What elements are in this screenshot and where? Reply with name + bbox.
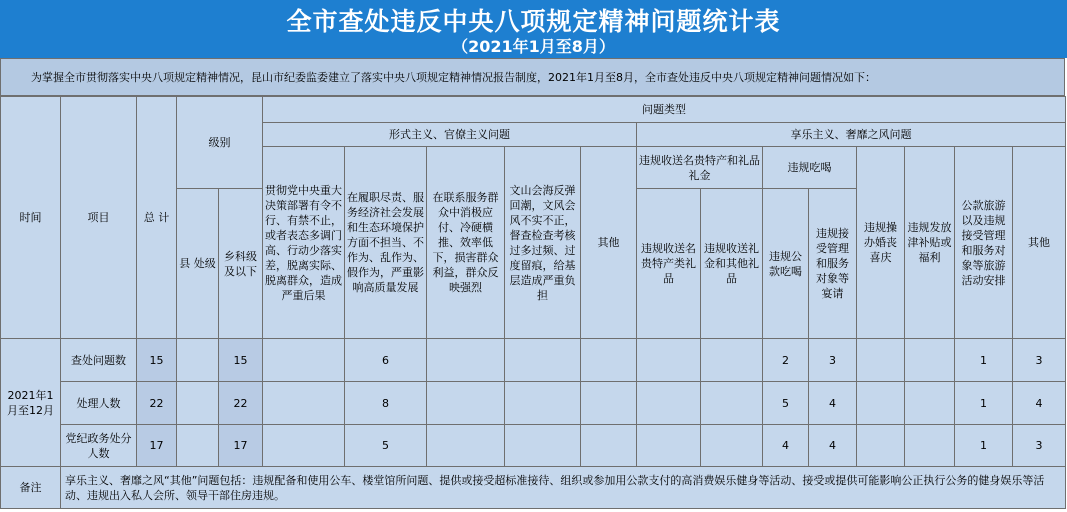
cell-dine1: 5 [763, 382, 809, 425]
cell-gift2 [701, 339, 763, 382]
cell-f2: 8 [345, 382, 427, 425]
cell-township: 17 [219, 425, 263, 467]
period-cell: 2021年1月至12月 [1, 339, 61, 467]
vertical-scrollbar[interactable] [1057, 96, 1065, 510]
cell-h-other: 3 [1013, 425, 1066, 467]
title-bar [0, 0, 1067, 58]
cell-dine2: 4 [809, 425, 857, 467]
cell-f-other [581, 339, 637, 382]
row-item: 党纪政务处分人数 [61, 425, 137, 467]
cell-h-other: 4 [1013, 382, 1066, 425]
header-hedonism-other: 其他 [1013, 147, 1066, 339]
header-dine-group: 违规吃喝 [763, 147, 857, 189]
cell-dine1: 4 [763, 425, 809, 467]
cell-gift1 [637, 425, 701, 467]
cell-allowance [905, 382, 955, 425]
table-row [1, 425, 1066, 467]
header-total: 总 计 [137, 97, 177, 339]
header-item: 项目 [61, 97, 137, 339]
cell-county [177, 425, 219, 467]
header-dine-1: 违规公款吃喝 [763, 189, 809, 339]
cell-f3 [427, 339, 505, 382]
header-formalism-3: 在联系服务群众中消极应付、冷硬横推、效率低下，损害群众利益，群众反映强烈 [427, 147, 505, 339]
page-title: 全市查处违反中央八项规定精神问题统计表 [286, 7, 781, 36]
header-hedonism: 享乐主义、奢靡之风问题 [637, 123, 1066, 147]
header-travel: 公款旅游以及违规接受管理和服务对象等旅游活动安排 [955, 147, 1013, 339]
header-formalism-4: 文山会海反弹回潮，文风会风不实不正，督查检查考核过多过频、过度留痕，给基层造成严重负担 [505, 147, 581, 339]
header-formalism: 形式主义、官僚主义问题 [263, 123, 637, 147]
intro-text: 为掌握全市贯彻落实中央八项规定精神情况，昆山市纪委监委建立了落实中央八项规定精神情况报告制度，2021年1月至8月，全市查处违反中央八项规定精神问题情况如下： [0, 58, 1065, 96]
header-dine-2: 违规接受管理和服务对象等宴请 [809, 189, 857, 339]
header-gift-group: 违规收送名贵特产和礼品礼金 [637, 147, 763, 189]
cell-f2: 5 [345, 425, 427, 467]
table-row [1, 339, 1066, 382]
remark-row [1, 467, 1066, 509]
cell-gift2 [701, 382, 763, 425]
row-item: 查处问题数 [61, 339, 137, 382]
cell-gift2 [701, 425, 763, 467]
header-formalism-other: 其他 [581, 147, 637, 339]
cell-wedding [857, 425, 905, 467]
cell-gift1 [637, 382, 701, 425]
cell-f3 [427, 382, 505, 425]
header-allowance: 违规发放津补贴或福利 [905, 147, 955, 339]
cell-wedding [857, 382, 905, 425]
cell-f-other [581, 425, 637, 467]
cell-f4 [505, 425, 581, 467]
cell-travel: 1 [955, 339, 1013, 382]
remark-label: 备注 [1, 467, 61, 509]
cell-total: 22 [137, 382, 177, 425]
cell-h-other: 3 [1013, 339, 1066, 382]
row-item: 处理人数 [61, 382, 137, 425]
statistics-table [0, 96, 1066, 509]
remark-text: 享乐主义、奢靡之风“其他”问题包括：违规配备和使用公车、楼堂馆所问题、提供或接受超标准接待、组织或参加用公款支付的高消费娱乐健身等活动、接受或提供可能影响公正执行公务的健身娱乐等活动、违规出入私人会所、领导干部住房违规。 [61, 467, 1066, 509]
cell-county [177, 339, 219, 382]
cell-total: 17 [137, 425, 177, 467]
header-problem-type: 问题类型 [263, 97, 1066, 123]
header-level: 级别 [177, 97, 263, 189]
header-time: 时间 [1, 97, 61, 339]
cell-f4 [505, 382, 581, 425]
cell-f4 [505, 339, 581, 382]
cell-allowance [905, 339, 955, 382]
header-wedding: 违规操办婚丧喜庆 [857, 147, 905, 339]
cell-wedding [857, 339, 905, 382]
header-county: 县 处级 [177, 189, 219, 339]
cell-f3 [427, 425, 505, 467]
cell-dine2: 4 [809, 382, 857, 425]
page-subtitle: （2021年1月至8月） [452, 37, 615, 56]
cell-f2: 6 [345, 339, 427, 382]
cell-gift1 [637, 339, 701, 382]
cell-f-other [581, 382, 637, 425]
cell-dine1: 2 [763, 339, 809, 382]
cell-f1 [263, 382, 345, 425]
header-formalism-2: 在履职尽责、服务经济社会发展和生态环境保护方面不担当、不作为、乱作为、假作为，严重影响高质量发展 [345, 147, 427, 339]
header-township: 乡科级及以下 [219, 189, 263, 339]
cell-travel: 1 [955, 382, 1013, 425]
header-gift-1: 违规收送名贵特产类礼品 [637, 189, 701, 339]
cell-dine2: 3 [809, 339, 857, 382]
cell-total: 15 [137, 339, 177, 382]
header-gift-2: 违规收送礼金和其他礼品 [701, 189, 763, 339]
cell-allowance [905, 425, 955, 467]
cell-township: 15 [219, 339, 263, 382]
cell-township: 22 [219, 382, 263, 425]
cell-travel: 1 [955, 425, 1013, 467]
cell-f1 [263, 425, 345, 467]
cell-f1 [263, 339, 345, 382]
header-formalism-1: 贯彻党中央重大决策部署有令不行、有禁不止，或者表态多调门高、行动少落实差，脱离实际、脱离群众，造成严重后果 [263, 147, 345, 339]
table-row [1, 382, 1066, 425]
cell-county [177, 382, 219, 425]
